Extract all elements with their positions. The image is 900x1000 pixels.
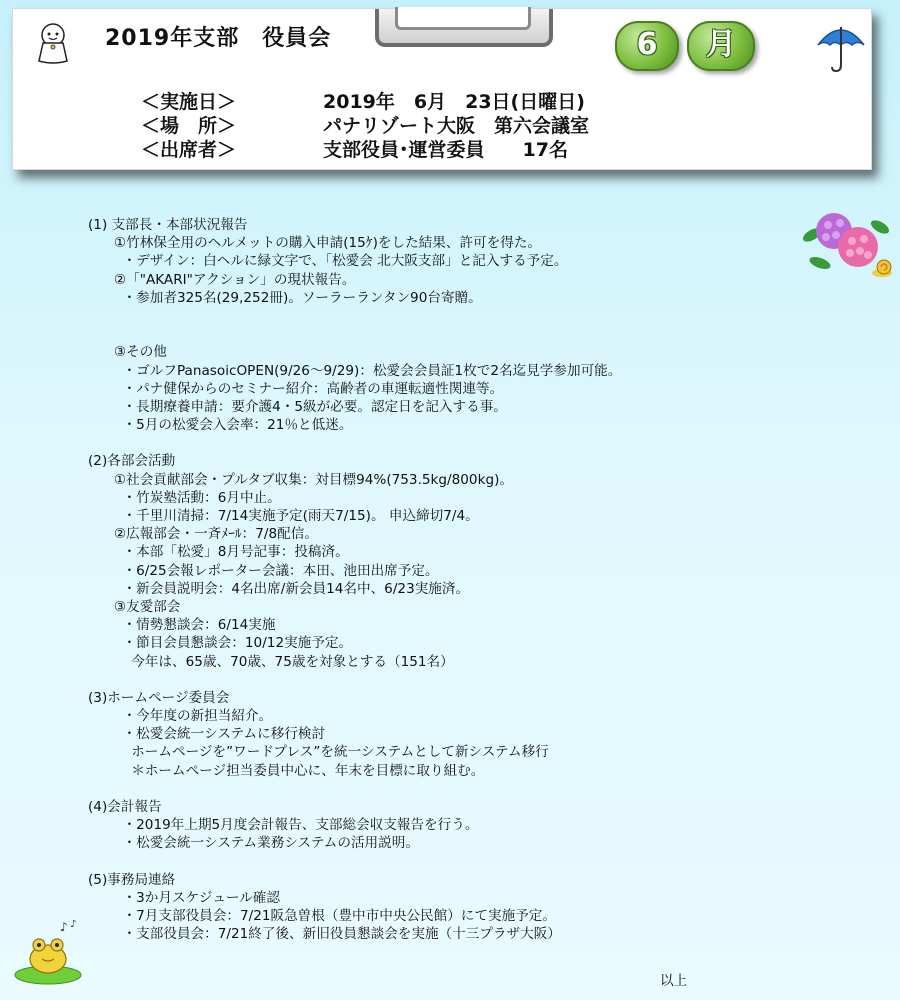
- minutes-line: ・7月支部役員会：7/21阪急曽根（豊中市中央公民館）にて実施予定。: [88, 908, 556, 925]
- minutes-body: [88, 216, 808, 944]
- info-row-attendees: [141, 135, 568, 223]
- minutes-line: [88, 307, 808, 325]
- minutes-line: ・松愛会統一システムに移行検討: [88, 726, 326, 743]
- minutes-line: ・今年度の新担当紹介。: [88, 708, 273, 725]
- minutes-line: ・千里川清掃：7/14実施予定(雨天7/15)。 申込締切7/4。: [88, 508, 479, 524]
- minutes-line: (1) 支部長・本部状況報告: [88, 217, 248, 233]
- minutes-line: 今年は、65歳、70歳、75歳を対象とする（151名）: [88, 653, 454, 670]
- minutes-line: [88, 325, 808, 343]
- minutes-line: ・松愛会統一システム業務システムの活用説明。: [88, 835, 419, 852]
- svg-text:♪: ♪: [60, 920, 68, 934]
- minutes-line: [88, 780, 808, 798]
- minutes-line: ・5月の松愛会入会率：21％と低迷。: [88, 417, 353, 434]
- minutes-line: ・パナ健保からのセミナー紹介：高齢者の車運転適性関連等。: [88, 380, 504, 397]
- minutes-line: ・2019年上期5月度会計報告、支部総会収支報告を行う。: [88, 817, 479, 834]
- place-value: パナリゾート大阪 第六会議室: [323, 115, 590, 137]
- minutes-line: ②「"AKARI"アクション」の現状報告。: [88, 271, 356, 288]
- minutes-line: (2)各部会活動: [88, 453, 176, 470]
- minutes-line: ・参加者325名(29,252冊)。ソーラーランタン90台寄贈。: [88, 289, 482, 306]
- place-label: ＜場 所＞: [141, 115, 237, 137]
- teru-teru-bozu-icon: [33, 21, 73, 67]
- meeting-title: 2019年支部 役員会: [105, 26, 332, 51]
- minutes-line: ・支部役員会：7/21終了後、新旧役員懇談会を実施（十三プラザ大阪）: [88, 926, 561, 943]
- minutes-line: ＊ホームページ担当委員中心に、年末を目標に取り組む。: [88, 762, 485, 779]
- header-panel: [12, 8, 872, 170]
- hydrangea-snail-icon: [800, 205, 896, 281]
- minutes-line: [88, 853, 808, 871]
- clipboard-clip: [375, 9, 553, 47]
- minutes-line: ①社会貢献部会・プルタブ収集：対目標94%(753.5kg/800kg)。: [88, 471, 513, 488]
- minutes-line: ③その他: [88, 344, 167, 361]
- minutes-line: (3)ホームページ委員会: [88, 689, 230, 706]
- umbrella-icon: [815, 21, 867, 73]
- minutes-line: ③友愛部会: [88, 598, 181, 615]
- frog-icon: [12, 915, 84, 985]
- attendees-value: 支部役員･運営委員 17名: [323, 139, 568, 161]
- date-value: 2019年 6月 23日(日曜日): [323, 91, 585, 113]
- minutes-line: (5)事務局連絡: [88, 871, 176, 888]
- minutes-line: [88, 434, 808, 452]
- minutes-line: ・竹炭塾活動：6月中止。: [88, 489, 281, 506]
- minutes-line: ・長期療養申請：要介護4・5級が必要。認定日を記入する事。: [88, 398, 507, 415]
- svg-text:♪: ♪: [70, 919, 77, 930]
- minutes-line: ②広報部会・一斉ﾒｰﾙ：7/8配信。: [88, 526, 318, 543]
- minutes-line: ・節目会員懇談会：10/12実施予定。: [88, 635, 353, 652]
- minutes-line: ・新会員説明会：4名出席/新会員14名中、6/23実施済。: [88, 580, 470, 597]
- minutes-line: (4)会計報告: [88, 799, 162, 815]
- date-label: ＜実施日＞: [141, 91, 237, 113]
- minutes-line: ・情勢懇談会：6/14実施: [88, 617, 276, 634]
- minutes-line: ・3か月スケジュール確認: [88, 889, 280, 906]
- month-unit-badge: 月: [687, 21, 755, 71]
- minutes-line: ①竹林保全用のヘルメットの購入申請(15ｹ)をした結果、許可を得た。: [88, 235, 542, 252]
- minutes-line: ・本部「松愛」8月号記事：投稿済。: [88, 544, 349, 561]
- minutes-line: ・6/25会報レポーター会議：本田、池田出席予定。: [88, 562, 439, 579]
- minutes-line: ・ゴルフPanasoicOPEN(9/26～9/29)：松愛会会員証1枚で2名迄見学参加可能。: [88, 362, 622, 379]
- attendees-label: ＜出席者＞: [141, 139, 237, 161]
- month-number-badge: 6: [615, 21, 679, 71]
- minutes-line: ・デザイン：白ヘルに緑文字で、「松愛会 北大阪支部」と記入する予定。: [88, 253, 568, 270]
- minutes-line: [88, 671, 808, 689]
- minutes-line: ホームページを”ワードプレス”を統一システムとして新システム移行: [88, 744, 549, 761]
- closing-text: 以上: [660, 973, 688, 989]
